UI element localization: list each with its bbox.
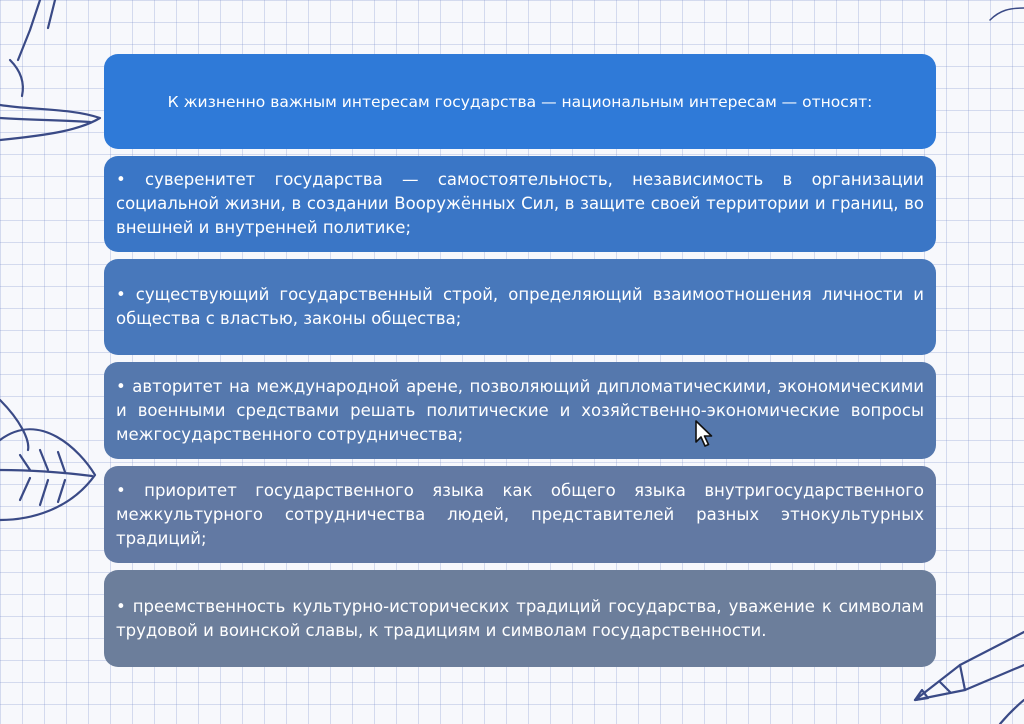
list-item-text: • существующий государственный строй, определяющий взаимоотношения личности и общества с властью, законы общества; [116, 285, 924, 328]
list-item-text: • авторитет на международной арене, позволяющий дипломатическими, экономическими и военными средствами решать политические и хозяйственно-экономические вопросы межгосударственного сотрудничества; [116, 376, 924, 444]
interest-item-state-system [104, 259, 936, 355]
list-item-text: • преемственность культурно-исторических традиций государства, уважение к символам трудовой и воинской славы, к традициям и символам государственности. [116, 596, 924, 640]
list-item-text: • суверенитет государства — самостоятельность, независимость в организации социальной жизни, в создании Вооружённых Сил, в защите своей территории и границ, во внешней и внутренней политике; [116, 170, 924, 237]
header-box [104, 54, 936, 149]
header-text: К жизненно важным интересам государства — национальным интересам — относят: [167, 92, 873, 111]
interest-item-sovereignty [104, 156, 936, 252]
interest-item-traditions [104, 570, 936, 667]
feather-doodle [0, 400, 95, 520]
list-item-text: • приоритет государственного языка как общего языка внутригосударственного межкультурного сотрудничества людей, представителей разных этнокультурных традиций; [116, 480, 924, 548]
interests-list [104, 54, 936, 667]
interest-item-language [104, 466, 936, 563]
mouse-pointer-icon [694, 420, 716, 448]
ink-pen-doodle [0, 0, 100, 140]
interest-item-authority [104, 362, 936, 459]
